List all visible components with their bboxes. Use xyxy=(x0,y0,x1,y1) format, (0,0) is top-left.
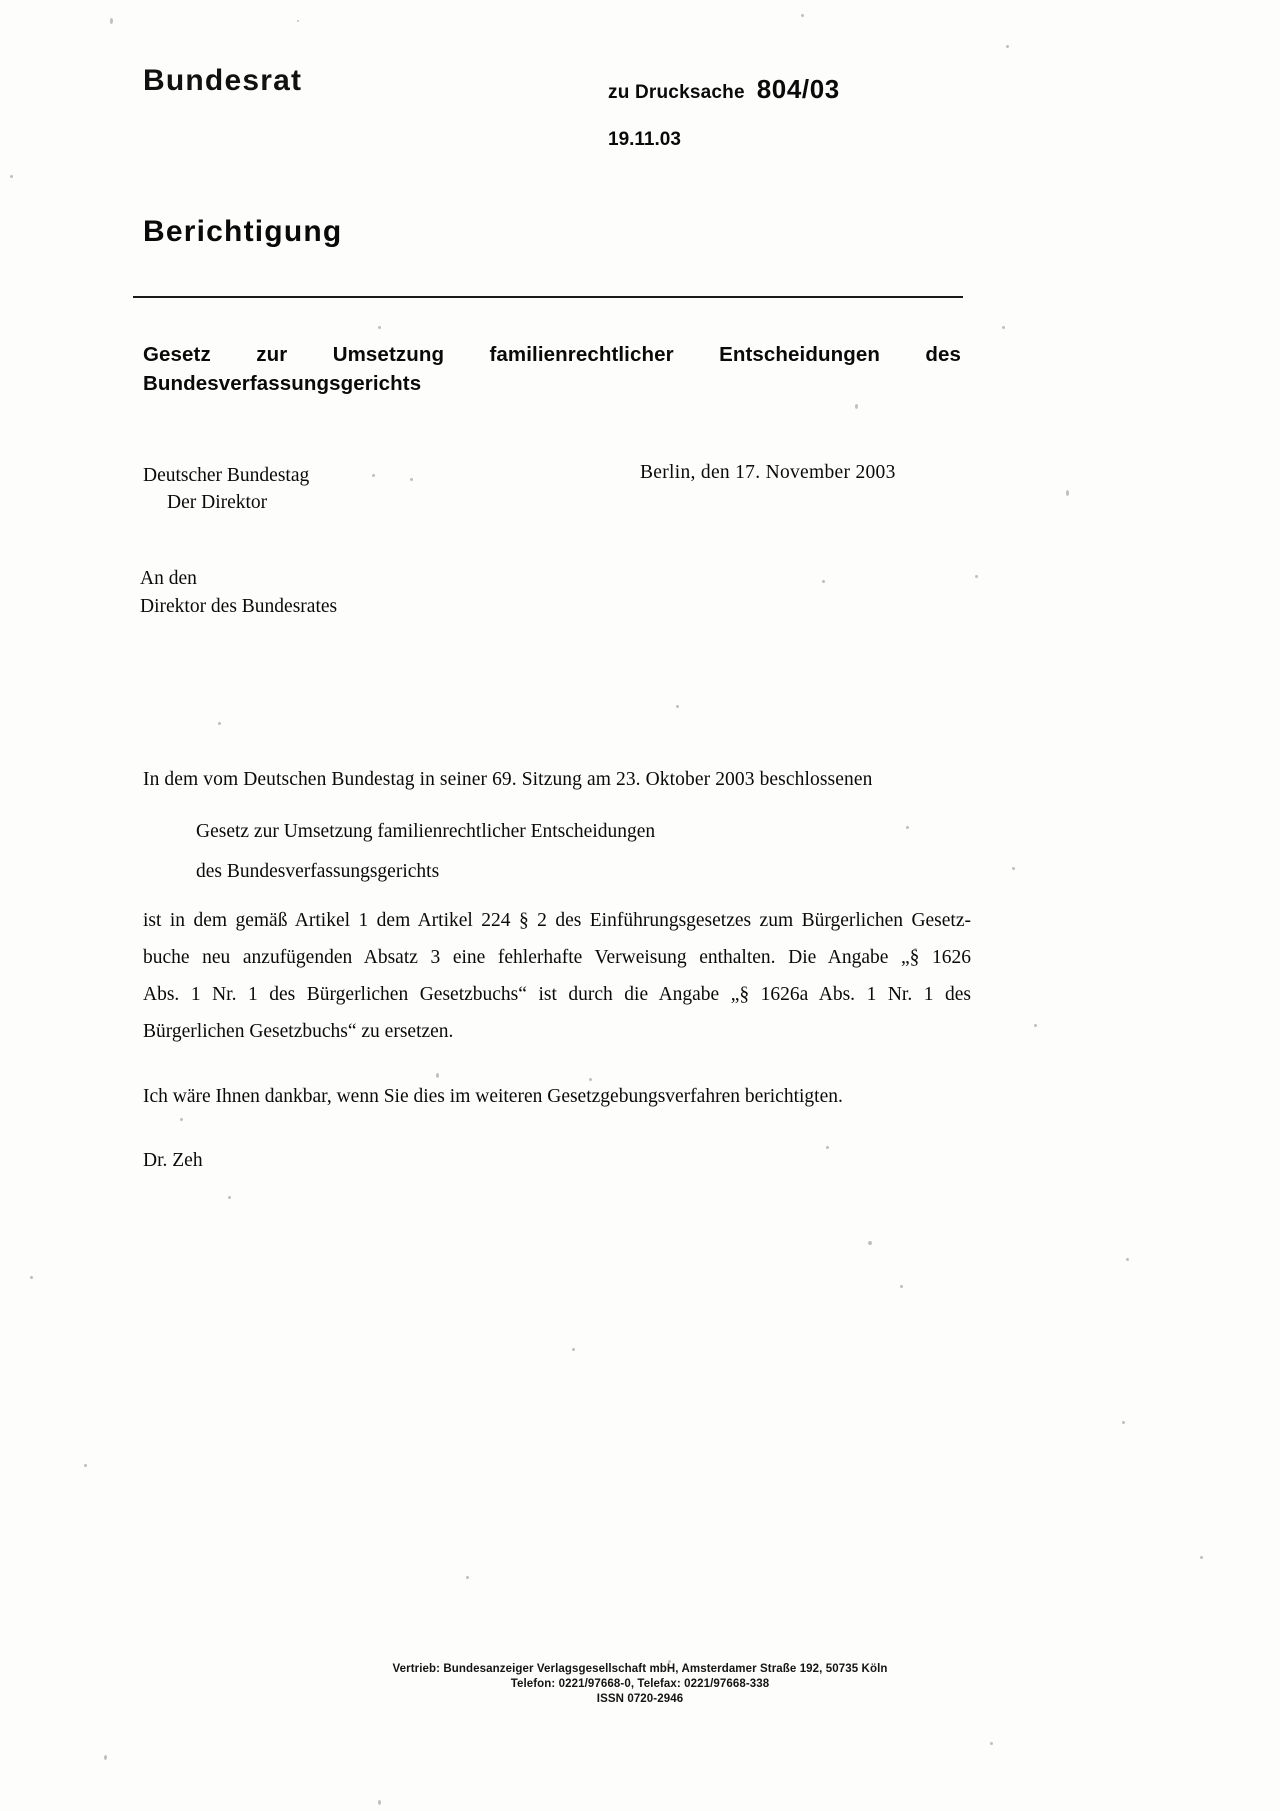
docref-date: 19.11.03 xyxy=(608,129,681,150)
docref-label: zu Drucksache xyxy=(608,82,745,103)
document-reference xyxy=(608,74,840,105)
scan-speck xyxy=(826,1146,829,1149)
scan-speck xyxy=(822,580,825,583)
recipient-line-2: Direktor des Bundesrates xyxy=(140,596,338,617)
imprint-line-1: Vertrieb: Bundesanzeiger Verlagsgesellschaft mbH, Amsterdamer Straße 192, 50735 Köln xyxy=(392,1663,888,1675)
law-title-block xyxy=(196,812,956,892)
correction-paragraph xyxy=(143,902,971,1050)
scan-speck xyxy=(900,1285,903,1288)
paragraph-line: Bürgerlichen Gesetzbuchs“ zu ersetzen. xyxy=(143,1021,454,1042)
scan-speck xyxy=(378,1800,381,1805)
closing-paragraph: Ich wäre Ihnen dankbar, wenn Sie dies im weiteren Gesetzgebungsverfahren berichtigten. xyxy=(143,1086,843,1107)
imprint-line-3: ISSN 0720-2946 xyxy=(596,1693,684,1705)
scan-speck xyxy=(1066,490,1069,496)
scan-speck xyxy=(1012,867,1015,870)
scan-speck xyxy=(868,1241,872,1245)
paragraph-line: Abs. 1 Nr. 1 des Bürgerlichen Gesetzbuchs“ ist durch die Angabe „§ 1626a Abs. 1 Nr. 1 des xyxy=(143,984,971,1005)
sender-block xyxy=(143,462,309,516)
scan-speck xyxy=(589,1078,592,1081)
scan-speck xyxy=(84,1464,87,1467)
recipient-line-1: An den xyxy=(140,568,197,589)
scan-speck xyxy=(1200,1556,1203,1559)
scan-speck xyxy=(104,1755,107,1760)
subject-line-1: Gesetz zur Umsetzung familienrechtlicher Entscheidungen des xyxy=(143,343,961,366)
recipient-block xyxy=(140,565,337,621)
scan-speck xyxy=(572,1348,575,1351)
scan-speck xyxy=(1002,326,1005,329)
paragraph-line: buche neu anzufügenden Absatz 3 eine fehlerhafte Verweisung enthalten. Die Angabe „§ 1626 xyxy=(143,947,971,968)
subject-heading xyxy=(143,340,963,398)
scan-speck xyxy=(297,20,299,22)
header-divider xyxy=(133,296,963,298)
body-intro: In dem vom Deutschen Bundestag in seiner 69. Sitzung am 23. Oktober 2003 beschlossenen xyxy=(143,769,873,790)
sender-role: Der Direktor xyxy=(167,492,268,513)
scan-speck xyxy=(228,1196,231,1199)
scan-speck xyxy=(10,175,13,178)
masthead xyxy=(143,64,983,154)
scan-speck xyxy=(1122,1421,1125,1424)
imprint-footer xyxy=(0,1662,1280,1707)
scan-speck xyxy=(801,14,804,17)
scan-speck xyxy=(436,1073,439,1078)
document-type-heading: Berichtigung xyxy=(143,215,343,248)
scan-speck xyxy=(975,575,978,578)
scan-speck xyxy=(30,1276,33,1279)
paragraph-line: ist in dem gemäß Artikel 1 dem Artikel 224 § 2 des Einführungsgesetzes zum Bürgerlichen Gesetz- xyxy=(143,910,971,931)
docref-number: 804/03 xyxy=(756,74,840,104)
scan-speck xyxy=(372,474,375,477)
scan-speck xyxy=(110,18,113,24)
scan-speck xyxy=(218,722,221,725)
law-title-line-1: Gesetz zur Umsetzung familienrechtlicher Entscheidungen xyxy=(196,821,656,842)
scan-speck xyxy=(1126,1258,1129,1261)
imprint-line-2: Telefon: 0221/97668-0, Telefax: 0221/97668-338 xyxy=(510,1678,770,1690)
scan-speck xyxy=(855,404,858,409)
scan-speck xyxy=(466,1576,469,1579)
scan-speck xyxy=(1034,1024,1037,1027)
scan-speck xyxy=(180,1118,183,1121)
scan-speck xyxy=(410,478,413,481)
law-title-line-2: des Bundesverfassungsgerichts xyxy=(196,861,440,882)
subject-line-2: Bundesverfassungsgerichts xyxy=(143,372,422,395)
scan-speck xyxy=(1006,45,1009,48)
sender-organization: Deutscher Bundestag xyxy=(143,465,310,486)
signature: Dr. Zeh xyxy=(143,1150,203,1171)
scan-speck xyxy=(676,705,679,708)
institution-title: Bundesrat xyxy=(143,64,303,97)
place-and-date: Berlin, den 17. November 2003 xyxy=(640,462,896,483)
scan-speck xyxy=(378,326,381,329)
scan-speck xyxy=(990,1742,993,1745)
